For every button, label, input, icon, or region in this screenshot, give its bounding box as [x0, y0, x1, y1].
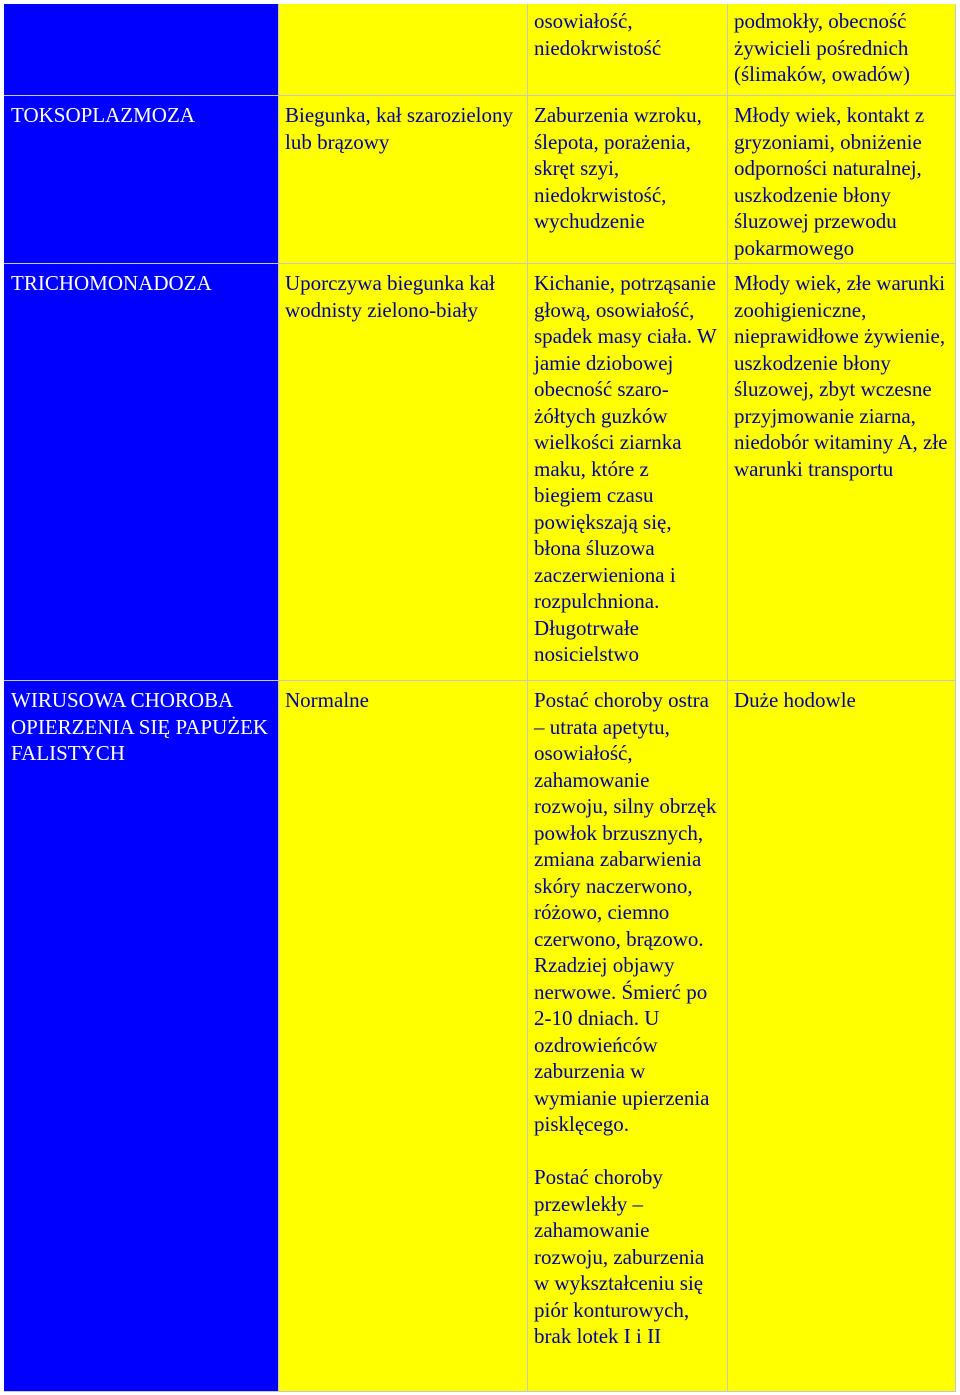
causes-text: Młody wiek, złe warunki zoohigieniczne, nieprawidłowe żywienie, uszkodzenie błony śluzowej, zbyt wczesne przyjmowanie ziarna, niedobór witaminy A, złe warunki transportu — [734, 271, 948, 481]
disease-name-cell — [4, 96, 279, 264]
disease-name: TRICHOMONADOZA — [11, 271, 212, 295]
feces-text: Biegunka, kał szarozielony lub brązowy — [285, 103, 514, 154]
disease-name: WIRUSOWA CHOROBA OPIERZENIA SIĘ PAPUŻEK FALISTYCH — [11, 688, 269, 765]
disease-name: TOKSOPLAZMOZA — [11, 103, 195, 127]
causes-text: Młody wiek, kontakt z gryzoniami, obniżenie odporności naturalnej, uszkodzenie błony śluzowej przewodu pokarmowego — [734, 103, 925, 260]
symptoms-cell — [528, 96, 728, 264]
symptoms-text: osowiałość, niedokrwistość — [534, 9, 662, 60]
disease-name-cell — [4, 681, 279, 1392]
symptoms-text: Zaburzenia wzroku, ślepota, porażenia, skręt szyi, niedokrwistość, wychudzenie — [534, 103, 702, 233]
causes-cell — [728, 96, 956, 264]
symptoms-text-chronic: Postać choroby przewlekły – zahamowanie rozwoju, zaburzenia w wykształceniu się piór konturowych, brak lotek I i II — [534, 1165, 705, 1348]
feces-cell — [279, 264, 528, 681]
symptoms-text-acute: Postać choroby ostra – utrata apetytu, osowiałość, zahamowanie rozwoju, silny obrzęk powłok brzusznych, zmiana zabarwienia skóry naczerwono, różowo, ciemno czerwono, brązowo. Rzadziej objawy nerwowe. Śmierć po 2-10 dniach. U ozdrowieńców zaburzenia w wymianie upierzenia pisklęcego. — [534, 688, 717, 1136]
disease-name-cell — [4, 264, 279, 681]
feces-cell — [279, 4, 528, 96]
symptoms-cell — [528, 4, 728, 96]
causes-text: podmokły, obecność żywicieli pośrednich (ślimaków, owadów) — [734, 9, 910, 86]
symptoms-text: Kichanie, potrząsanie głową, osowiałość, spadek masy ciała. W jamie dziobowej obecność szaro-żółtych guzków wielkości ziarnka maku, które z biegiem czasu powiększają się, błona śluzowa zaczerwieniona i rozpulchniona. Długotrwałe nosicielstwo — [534, 271, 717, 666]
causes-cell — [728, 681, 956, 1392]
causes-cell — [728, 264, 956, 681]
feces-text: Normalne — [285, 688, 369, 712]
symptoms-cell — [528, 264, 728, 681]
feces-text: Uporczywa biegunka kał wodnisty zielono-biały — [285, 271, 495, 322]
feces-cell — [279, 681, 528, 1392]
symptoms-cell — [528, 681, 728, 1392]
disease-table — [4, 4, 956, 1392]
causes-text: Duże hodowle — [734, 688, 856, 712]
causes-cell — [728, 4, 956, 96]
feces-cell — [279, 96, 528, 264]
disease-name-cell — [4, 4, 279, 96]
